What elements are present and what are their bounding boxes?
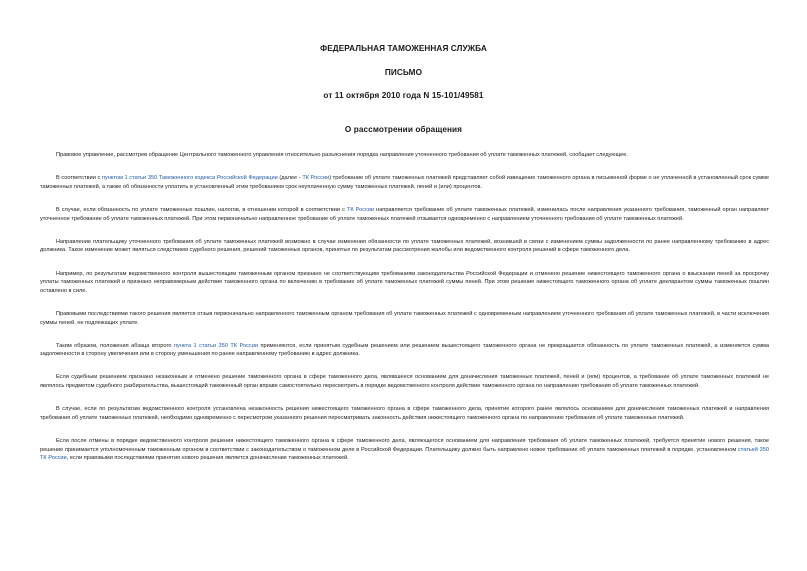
document-body [40, 151, 769, 477]
paragraph-2 [40, 174, 769, 191]
paragraph-2-text-b: (далее - [277, 175, 303, 182]
paragraph-3-text-a: В случае, если обязанность по уплате таможенных пошлин, налогов, в отношении которой в соответствии с [56, 206, 347, 213]
paragraph-2-text-a: В соответствии с [56, 175, 102, 182]
document-type: ПИСЬМО [384, 68, 423, 77]
link-article-350[interactable]: статьей 350 ТК России [40, 446, 769, 462]
link-tk-rossii[interactable]: ТК России [302, 175, 330, 182]
paragraph-3-text-b: направляется требование об уплате таможенных платежей, изменилась после направления указанного требования, таможенный орган направляет уточненное требование об уплате таможенных платежей. При этом первоначально направленное требование об уплате таможенных платежей отзывается одновременно с направлением уточненного требования об уплате таможенных платежей. [40, 206, 770, 222]
paragraph-4: Направление плательщику уточненного требования об уплате таможенных платежей возможно в случае изменения обязанности по уплате таможенных платежей, возникшей в связи с изменением суммы задолженности по ранее направленному требованию в адрес должника. Такое изменение может являться следствием судебного решения, решений таможенных органов, принятых по результатам рассмотрения жалобы или ведомственного контроля решений в сфере таможенного дела. [40, 238, 769, 254]
paragraph-8: Если судебным решением признано незаконным и отменено решение таможенного органа в сфере таможенного дела, являвшееся основанием для доначисления таможенных платежей, пеней и (или) процентов, а требование об уплате таможенных платежей не являлось предметом судебного разбирательства, вышестоящий таможенный орган вправе самостоятельно пересмотреть в порядке ведомственного контроля действие таможенного органа по направлению требования об уплате таможенных платежей. [40, 374, 769, 390]
document-subject: О рассмотрении обращения [344, 125, 463, 134]
paragraph-7-text-b: применяются, если принятым судебным решением или решением вышестоящего таможенного органа не прекращается обязанность по уплате таможенных платежей, а изменяется сумма задолженности в сторону увеличения или в сторону уменьшения по ранее направленному требованию в адрес должника. [40, 342, 769, 358]
paragraph-10-text-a: Если после отмены в порядке ведомственного контроля решения нижестоящего таможенного органа в сфере таможенного дела, являющегося основанием для направления требования об уплате таможенных платежей, требуется принятие нового решения, такое решение принимается уполномоченным таможенным органом в соответствии с законодательством о таможенном деле в Российской Федерации. Плательщику должно быть направлено новое требование об уплате таможенных платежей в порядке, установленном [40, 438, 769, 453]
paragraph-1: Правовое управление, рассмотрев обращение Центрального таможенного управления относительно разъяснения порядка направления уточненного требования об уплате таможенных платежей, сообщает следующее. [56, 152, 628, 158]
paragraph-3 [40, 206, 769, 223]
link-tk-article-350-p1[interactable]: пунктом 1 статьи 350 Таможенного кодекса Российской Федерации [101, 175, 278, 182]
paragraph-2-text-c: ) требование об уплате таможенных платежей представляет собой извещение таможенного органа в письменной форме о не уплаченной в установленный срок сумме таможенных платежей, а также об обязанности уплатить в установленный этим требованием срок неуплаченную сумму таможенных платежей, пеней и (или) процентов. [40, 175, 770, 190]
link-p1-article-350[interactable]: пункта 1 статьи 350 ТК России [174, 342, 258, 349]
agency-title: ФЕДЕРАЛЬНАЯ ТАМОЖЕННАЯ СЛУЖБА [320, 44, 487, 53]
paragraph-7-text-a: Таким образом, положения абзаца второго [56, 342, 175, 349]
paragraph-6: Правовыми последствиями такого решения является отзыв первоначально направленного таможенным органом требования об уплате таможенных платежей с одновременным направлением уточненного требования об уплате таможенных платежей, в части исключения суммы пеней, не подлежащих уплате. [40, 310, 769, 326]
link-tk-rossii-2[interactable]: ТК России [346, 206, 375, 213]
paragraph-10-text-b: , если правовыми последствиями принятия нового решения является доначисление таможенных платежей. [66, 455, 349, 462]
paragraph-5: Например, по результатам ведомственного контроля вышестоящим таможенным органом признано не соответствующим требованиям законодательства Российской Федерации и отменено решение нижестоящего таможенного органа о взыскании пеней за просрочку уплаты таможенных платежей и признано неправомерным действие таможенного органа по включению в требование об уплате таможенных платежей суммы пеней. При этом решение нижестоящего таможенного органа об уплате декларантом суммы таможенных пошлин оставлено в силе. [40, 270, 769, 294]
paragraph-10 [40, 437, 769, 463]
paragraph-9: В случае, если по результатам ведомственного контроля установлена незаконность решения нижестоящего таможенного органа в сфере таможенного дела, принятие которого ранее являлось основанием для доначисления таможенных платежей и направления требования об уплате таможенных платежей, необходимо одновременно с пересмотром указанного решения пересматривать законность действия нижестоящего таможенного органа по направлению требования об уплате таможенных платежей. [40, 406, 769, 421]
paragraph-7 [40, 342, 769, 359]
document-date-number: от 11 октября 2010 года N 15-101/49581 [323, 91, 484, 100]
